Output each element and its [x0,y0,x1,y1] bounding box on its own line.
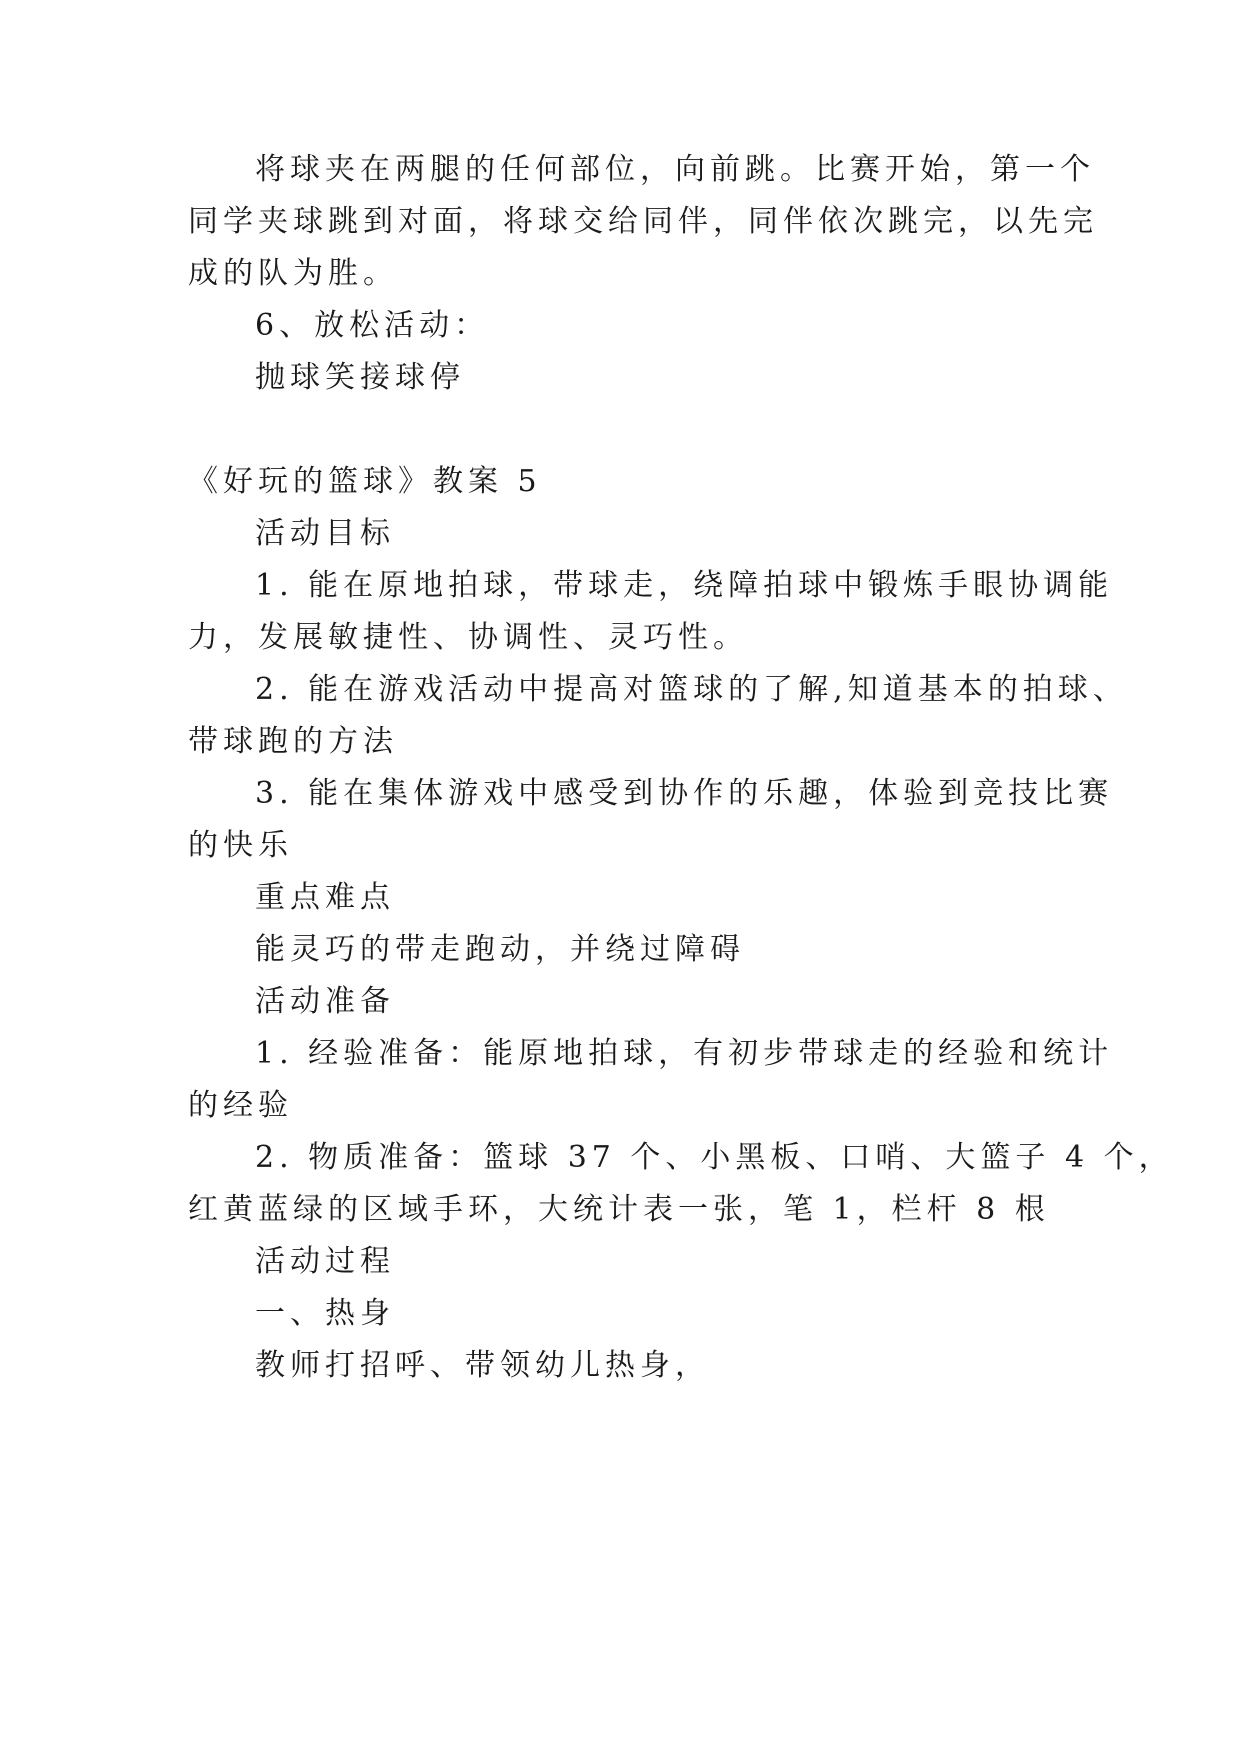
list-item-continuation: 带球跑的方法 [188,724,398,759]
section-heading: 活动准备 [255,984,395,1019]
list-item: 1. 经验准备：能原地拍球，有初步带球走的经验和统计 [255,1036,1114,1071]
paragraph-line: 抛球笑接球停 [255,360,465,395]
lesson-title: 《好玩的篮球》教案 5 [188,464,542,499]
list-item: 2. 能在游戏活动中提高对篮球的了解,知道基本的拍球、 [255,672,1128,707]
section-heading: 6、放松活动： [255,308,490,343]
section-heading: 重点难点 [255,880,395,915]
section-heading: 一、热身 [255,1296,395,1331]
section-heading: 活动目标 [255,516,395,551]
paragraph-line: 能灵巧的带走跑动，并绕过障碍 [255,932,745,967]
paragraph-line: 同学夹球跳到对面，将球交给同伴，同伴依次跳完，以先完 [188,204,1098,239]
list-item: 3. 能在集体游戏中感受到协作的乐趣，体验到竞技比赛 [255,776,1114,811]
list-item-continuation: 力，发展敏捷性、协调性、灵巧性。 [188,620,748,655]
list-item: 2. 物质准备：篮球 37 个、小黑板、口哨、大篮子 4 个， [255,1140,1174,1175]
list-item: 1. 能在原地拍球，带球走，绕障拍球中锻炼手眼协调能 [255,568,1114,603]
paragraph-line: 成的队为胜。 [188,256,398,291]
paragraph-line: 将球夹在两腿的任何部位，向前跳。比赛开始，第一个 [255,152,1095,187]
section-heading: 活动过程 [255,1244,395,1279]
paragraph-line: 教师打招呼、带领幼儿热身， [255,1348,710,1383]
list-item-continuation: 红黄蓝绿的区域手环，大统计表一张，笔 1，栏杆 8 根 [188,1192,1050,1227]
list-item-continuation: 的经验 [188,1088,293,1123]
list-item-continuation: 的快乐 [188,828,293,863]
